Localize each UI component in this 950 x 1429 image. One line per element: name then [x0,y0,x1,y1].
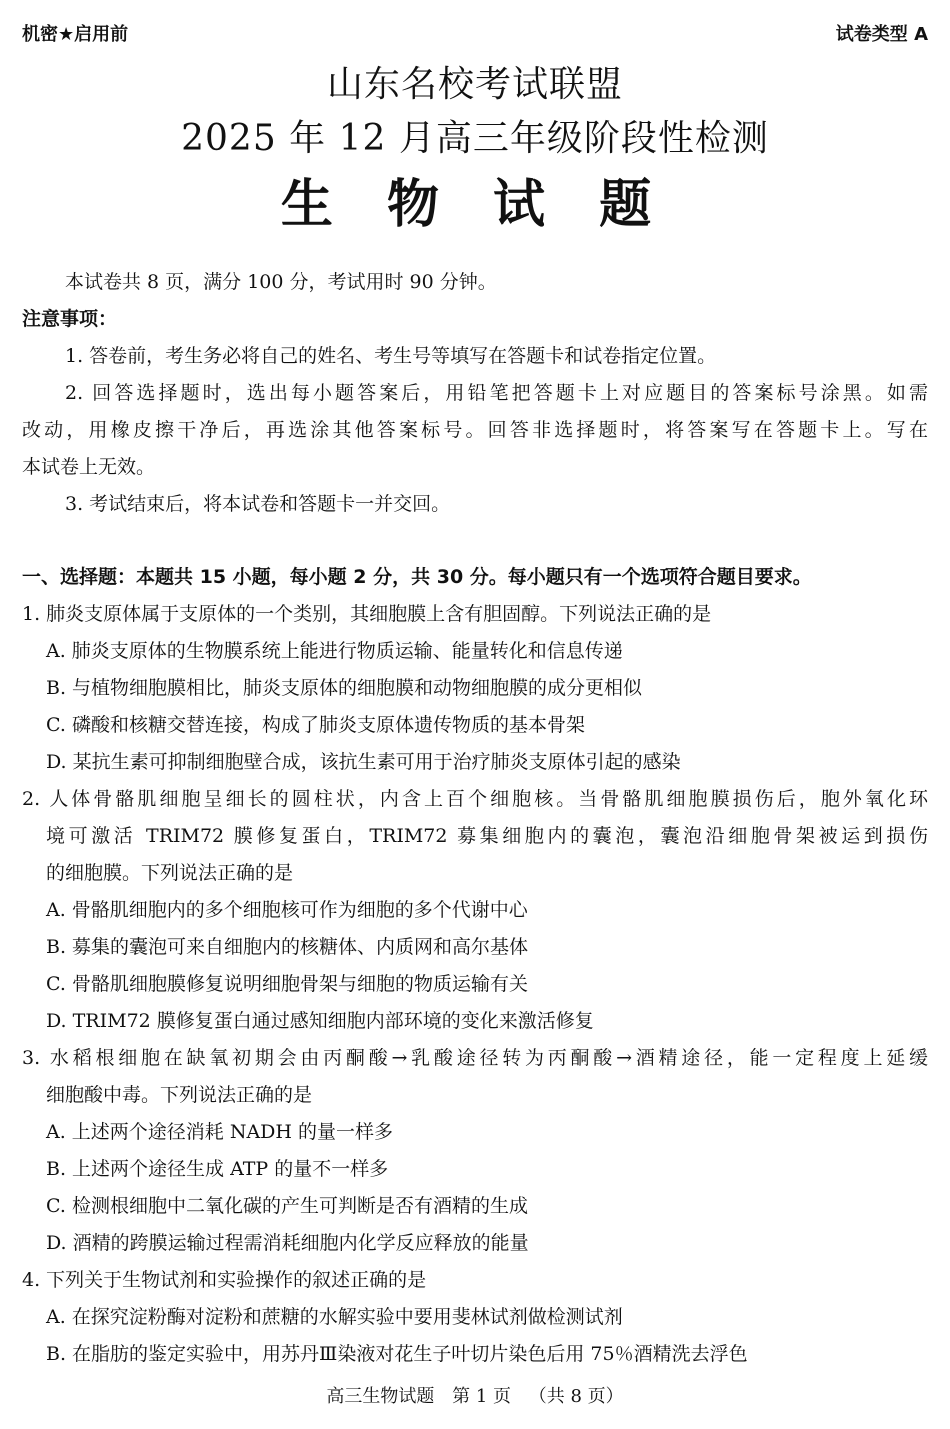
question-3-stem-line-1: 3. 水稻根细胞在缺氧初期会由丙酮酸→乳酸途径转为丙酮酸→酒精途径，能一定程度上延缓 [22,1047,928,1069]
subject-title: 生 物 试 题 [280,175,670,235]
footer-total-pages: （共 8 页） [528,1386,624,1407]
question-3-stem-line-2: 细胞酸中毒。下列说法正确的是 [46,1084,313,1106]
footer-page-number: 第 1 页 [452,1386,511,1407]
page-footer [0,1382,950,1408]
question-1-option-c: C. 磷酸和核糖交替连接，构成了肺炎支原体遗传物质的基本骨架 [46,714,585,736]
question-1-option-d: D. 某抗生素可抑制细胞壁合成，该抗生素可用于治疗肺炎支原体引起的感染 [46,751,681,773]
question-2-option-d: D. TRIM72 膜修复蛋白通过感知细胞内部环境的变化来激活修复 [46,1010,594,1032]
notice-item-2-line-3: 本试卷上无效。 [22,456,156,478]
question-4-option-b: B. 在脂肪的鉴定实验中，用苏丹Ⅲ染液对花生子叶切片染色后用 75％酒精洗去浮色 [46,1343,748,1365]
question-1-option-b: B. 与植物细胞膜相比，肺炎支原体的细胞膜和动物细胞膜的成分更相似 [46,677,643,699]
footer-subject: 高三生物试题 [326,1386,435,1407]
exam-date-title: 2025 年 12 月高三年级阶段性检测 [181,118,769,159]
question-2-stem-line-1: 2. 人体骨骼肌细胞呈细长的圆柱状，内含上百个细胞核。当骨骼肌细胞膜损伤后，胞外氧化环 [22,788,928,810]
question-2-option-b: B. 募集的囊泡可来自细胞内的核糖体、内质网和高尔基体 [46,936,529,958]
question-4-option-a: A. 在探究淀粉酶对淀粉和蔗糖的水解实验中要用斐林试剂做检测试剂 [46,1306,623,1328]
paper-type-label: 试卷类型 A [835,24,928,45]
notice-item-3: 3. 考试结束后，将本试卷和答题卡一并交回。 [65,493,451,515]
notice-heading: 注意事项： [22,308,118,330]
question-2-option-a: A. 骨骼肌细胞内的多个细胞核可作为细胞的多个代谢中心 [46,899,528,921]
question-4-stem: 4. 下列关于生物试剂和实验操作的叙述正确的是 [22,1269,427,1291]
question-3-option-a: A. 上述两个途径消耗 NADH 的量一样多 [46,1121,394,1143]
notice-item-2-line-1: 2. 回答选择题时，选出每小题答案后，用铅笔把答题卡上对应题目的答案标号涂黑。如需 [65,382,928,404]
question-3-option-d: D. 酒精的跨膜运输过程需消耗细胞内化学反应释放的能量 [46,1232,529,1254]
question-2-stem-line-2: 境可激活 TRIM72 膜修复蛋白，TRIM72 募集细胞内的囊泡，囊泡沿细胞骨架被运到损伤 [46,825,928,847]
intro-text: 本试卷共 8 页，满分 100 分，考试用时 90 分钟。 [65,271,497,293]
section-heading: 一、选择题：本题共 15 小题，每小题 2 分，共 30 分。每小题只有一个选项符合题目要求。 [22,566,812,588]
notice-item-2-line-2: 改动，用橡皮擦干净后，再选涂其他答案标号。回答非选择题时，将答案写在答题卡上。写在 [22,419,928,441]
question-3-option-b: B. 上述两个途径生成 ATP 的量不一样多 [46,1158,389,1180]
section-spacer [22,523,928,559]
question-1-option-a: A. 肺炎支原体的生物膜系统上能进行物质运输、能量转化和信息传递 [46,640,623,662]
question-3-option-c: C. 检测根细胞中二氧化碳的产生可判断是否有酒精的生成 [46,1195,528,1217]
question-2-stem-line-3: 的细胞膜。下列说法正确的是 [46,862,294,884]
question-1-stem: 1. 肺炎支原体属于支原体的一个类别，其细胞膜上含有胆固醇。下列说法正确的是 [22,603,712,625]
exam-body [22,264,928,1373]
notice-item-1: 1. 答卷前，考生务必将自己的姓名、考生号等填写在答题卡和试卷指定位置。 [65,345,717,367]
question-2-option-c: C. 骨骼肌细胞膜修复说明细胞骨架与细胞的物质运输有关 [46,973,528,995]
confidential-label: 机密★启用前 [22,24,129,45]
exam-union-title: 山东名校考试联盟 [326,64,623,105]
